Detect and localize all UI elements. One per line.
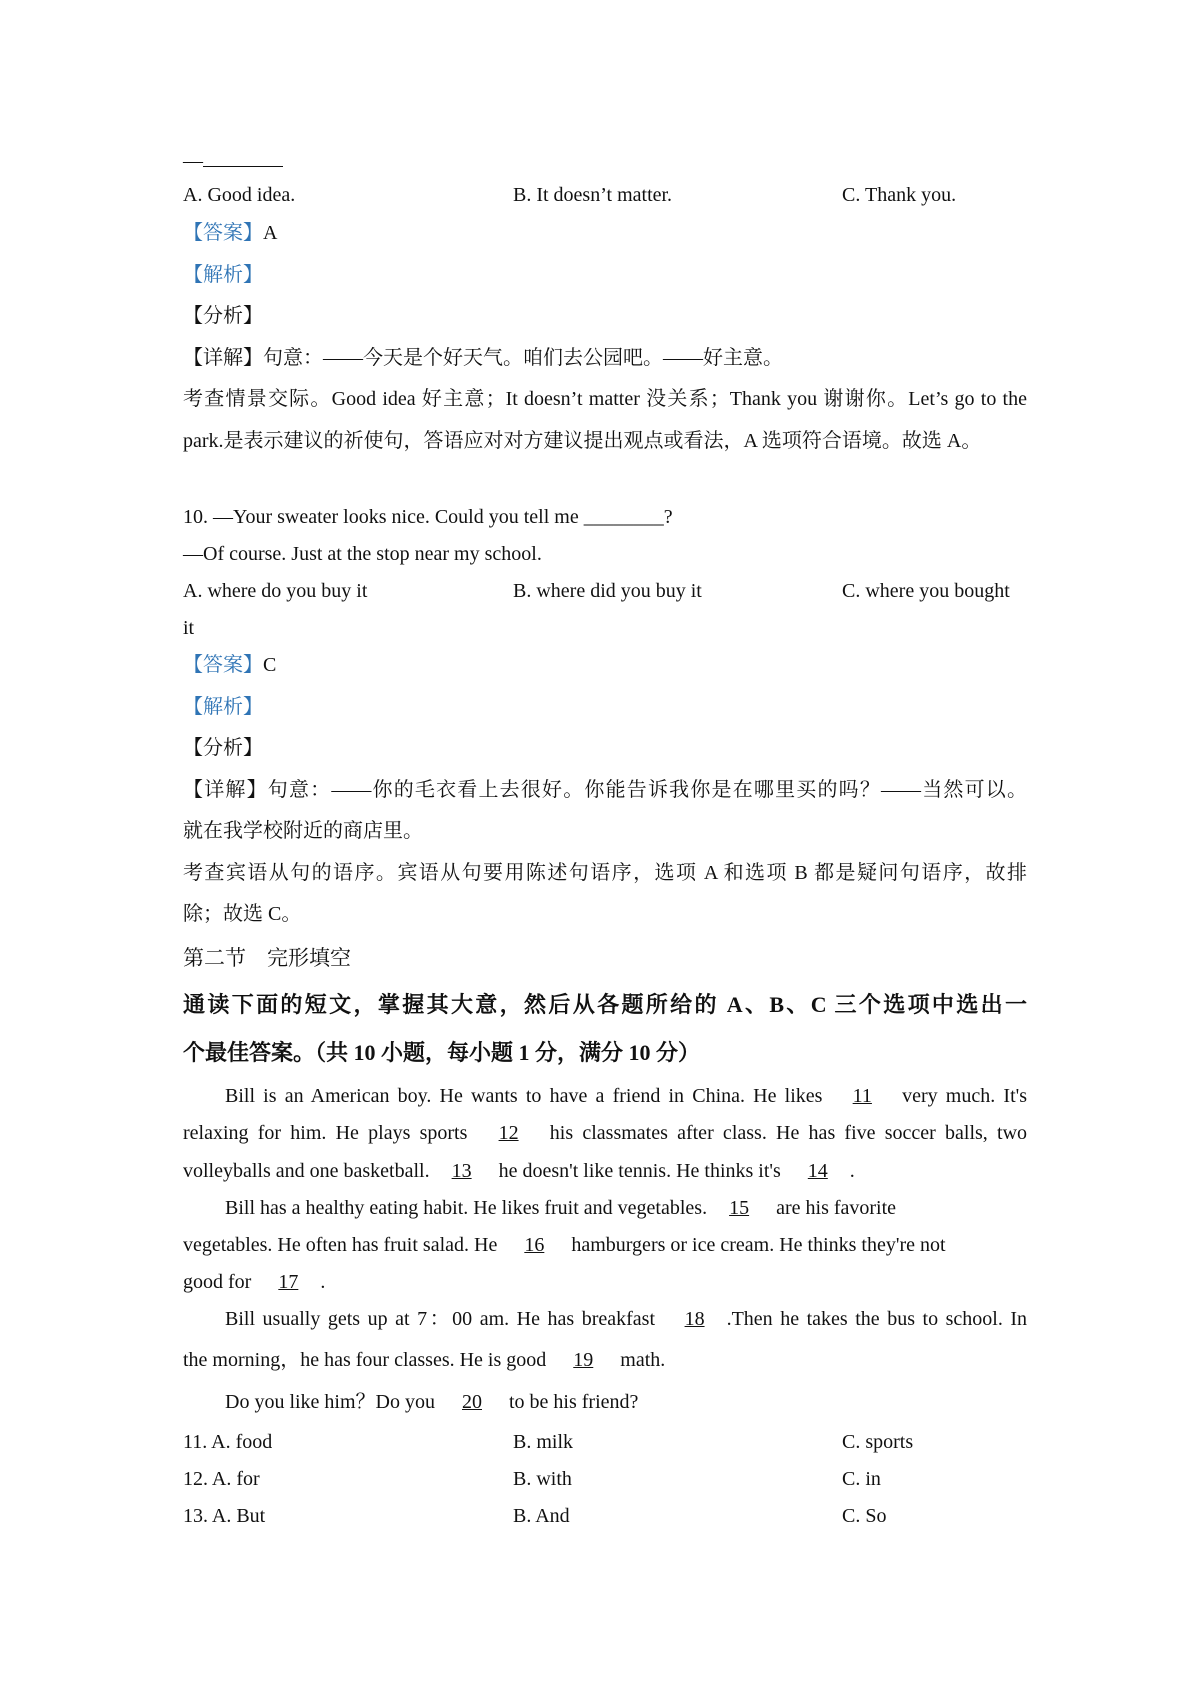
q9-fenxi: 【分析】 bbox=[183, 305, 263, 327]
q11-option-a: 11. A. food bbox=[183, 1431, 273, 1453]
q9-jiexi: 【解析】 bbox=[183, 264, 263, 286]
passage-line: Bill is an American boy. He wants to have a friend in China. He likes 11 very much. It's bbox=[225, 1085, 1028, 1107]
q10-answer: 【答案】C bbox=[183, 654, 277, 676]
section-instruction-1: 通读下面的短文，掌握其大意，然后从各题所给的 A、B、C 三个选项中选出一 bbox=[183, 992, 1027, 1017]
q10-option-a: A. where do you buy it bbox=[183, 580, 368, 602]
q9-explanation-2: park.是表示建议的祈使句，答语应对对方建议提出观点或看法，A 选项符合语境。故选 A。 bbox=[183, 430, 982, 452]
q9-blank-line: — bbox=[183, 149, 283, 173]
q12-option-c: C. in bbox=[842, 1468, 881, 1490]
passage-line: relaxing for him. He plays sports 12 his classmates after class. He has five soccer balls, two bbox=[183, 1122, 1028, 1144]
q12-option-b: B. with bbox=[513, 1468, 572, 1490]
q10-detail-2: 就在我学校附近的商店里。 bbox=[183, 820, 423, 842]
q13-option-b: B. And bbox=[513, 1505, 570, 1527]
q10-fenxi: 【分析】 bbox=[183, 737, 263, 759]
q9-answer: 【答案】A bbox=[183, 222, 278, 244]
passage-line: Do you like him？Do you 20 to be his friend? bbox=[225, 1391, 639, 1413]
q9-option-c: C. Thank you. bbox=[842, 184, 957, 206]
q11-option-c: C. sports bbox=[842, 1431, 914, 1453]
section-title: 第二节 完形填空 bbox=[183, 946, 351, 970]
q10-option-b: B. where did you buy it bbox=[513, 580, 702, 602]
q10-question: 10. —Your sweater looks nice. Could you tell me ________? bbox=[183, 506, 673, 528]
q13-option-a: 13. A. But bbox=[183, 1505, 266, 1527]
q13-option-c: C. So bbox=[842, 1505, 887, 1527]
passage-line: the morning，he has four classes. He is good 19 math. bbox=[183, 1349, 666, 1371]
q11-option-b: B. milk bbox=[513, 1431, 574, 1453]
q10-explanation-2: 除；故选 C。 bbox=[183, 903, 302, 925]
q10-reply: —Of course. Just at the stop near my school. bbox=[183, 543, 542, 565]
passage-line: Bill usually gets up at 7：00 am. He has breakfast 18 .Then he takes the bus to school. In bbox=[225, 1308, 1028, 1330]
q9-explanation-1: 考查情景交际。Good idea 好主意；It doesn’t matter 没关系；Thank you 谢谢你。Let’s go to the bbox=[183, 388, 1027, 410]
q10-jiexi: 【解析】 bbox=[183, 696, 263, 718]
q12-option-a: 12. A. for bbox=[183, 1468, 260, 1490]
q10-option-c-cont: it bbox=[183, 617, 195, 639]
passage-line: Bill has a healthy eating habit. He likes fruit and vegetables. 15 are his favorite bbox=[225, 1197, 897, 1219]
passage-line: vegetables. He often has fruit salad. He 16 hamburgers or ice cream. He thinks they're not bbox=[183, 1234, 946, 1256]
q9-option-a: A. Good idea. bbox=[183, 184, 296, 206]
section-instruction-2: 个最佳答案。（共 10 小题，每小题 1 分，满分 10 分） bbox=[183, 1040, 701, 1065]
q10-option-c: C. where you bought bbox=[842, 580, 1010, 602]
q10-explanation-1: 考查宾语从句的语序。宾语从句要用陈述句语序，选项 A 和选项 B 都是疑问句语序，故排 bbox=[183, 862, 1027, 884]
q9-option-b: B. It doesn’t matter. bbox=[513, 184, 673, 206]
q10-detail-1: 【详解】句意：——你的毛衣看上去很好。你能告诉我你是在哪里买的吗？——当然可以。 bbox=[183, 779, 1027, 801]
passage-line: volleyballs and one basketball. 13 he doesn't like tennis. He thinks it's 14 . bbox=[183, 1160, 855, 1182]
passage-line: good for 17 . bbox=[183, 1271, 326, 1293]
q9-detail: 【详解】句意：——今天是个好天气。咱们去公园吧。——好主意。 bbox=[183, 347, 783, 369]
